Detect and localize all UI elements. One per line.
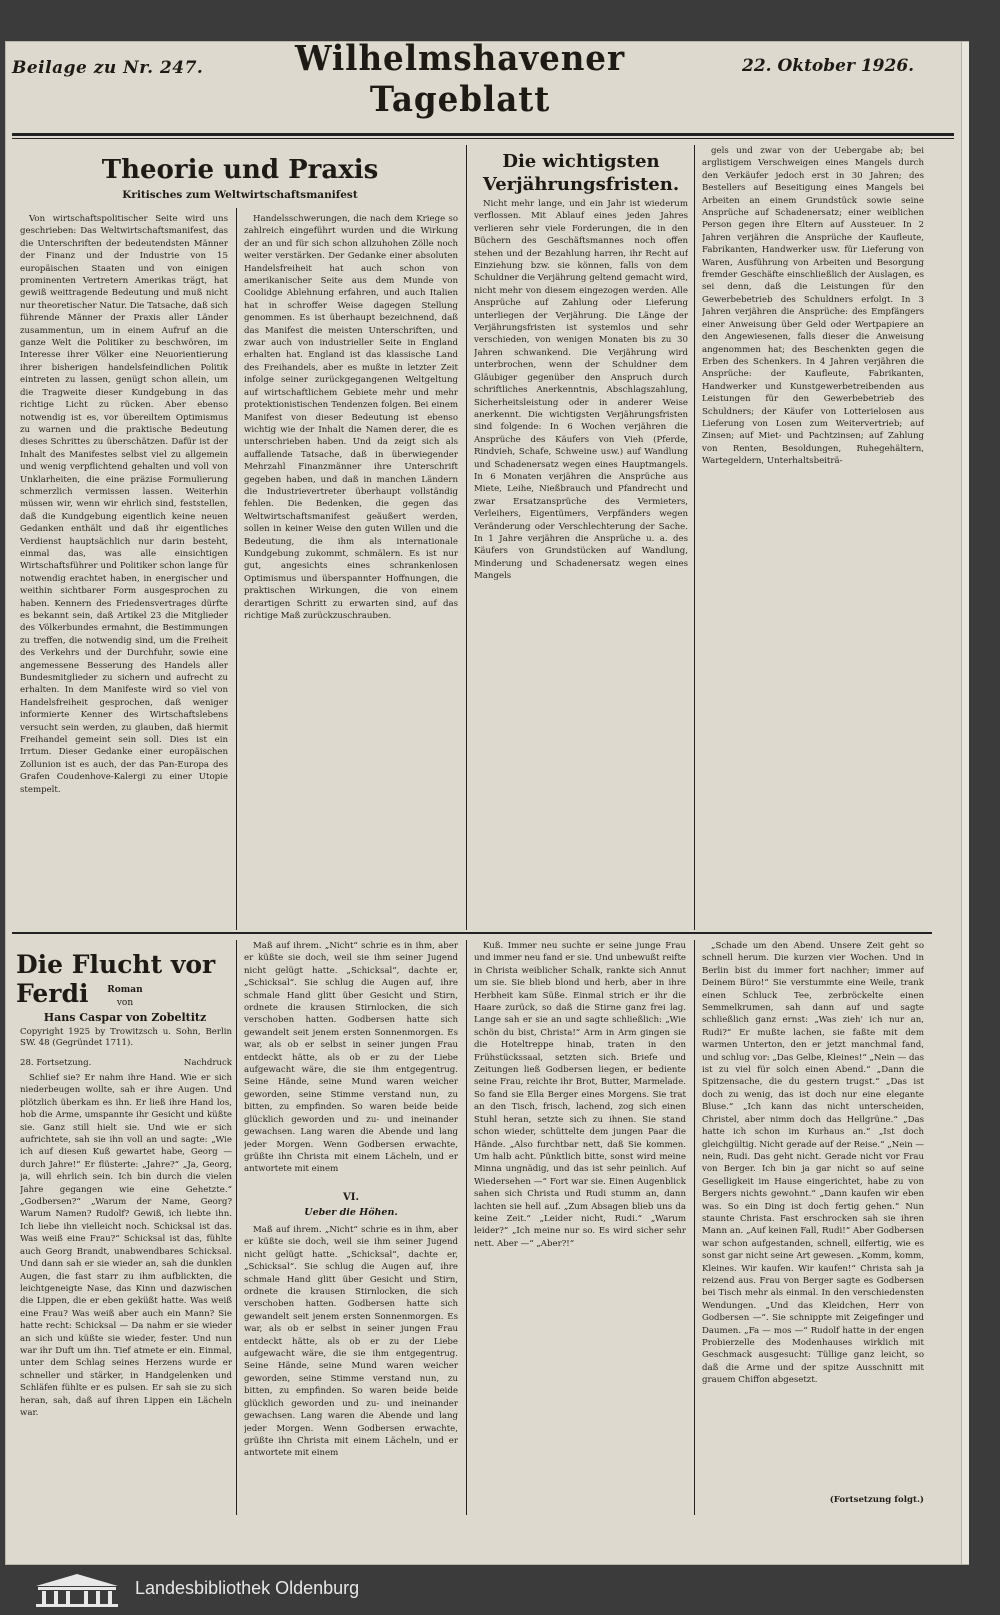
- theorie-column-2: Handelsschwerungen, die nach dem Kriege so zahlreich eingeführt wurden und die Wirkung der an und für sich schon allzuhohen Zölle noch weiter verstärken. Der Gedanke einer absoluten Handelsfreiheit hat auch schon von amerikanischer Seite aus dem Munde von Coolidge Ablehnung erfahren, und auch Italien hat in schroffer Weise dagegen Stellung genommen. Es ist überhaupt bezeichnend, daß das Manifest die meisten Unterschriften, und zwar auch von industrieller Seite in England erhalten hat. England ist das klassische Land des Freihandels, aber es mußte in letzter Zeit infolge seiner zurückgegangenen Weltgeltung auf wirtschaftlichem Gebiete mehr und mehr protektionistischen Tendenzen folgen. Bei einem Manifest von dieser Bedeutung ist ebenso wichtig wie der Inhalt die Namen derer, die es unterschrieben haben. Und da zeigt sich als auffallende Tatsache, daß in überwiegender Mehrzahl Finanzmänner ihre Unterschrift gegeben haben, und daß in manchen Ländern die Industrievertreter überhaupt vollständig fehlen. Die Bedenken, die gegen das Weltwirtschaftsmanifest geäußert werden, sollen in keiner Weise den guten Willen und die Bedeutung, die ihm als internationale Kundgebung zukommt, schmälern. Es ist nur gut, angesichts eines schrankenlosen Optimismus und überspannter Hoffnungen, die praktischen Wirkungen, die von einem derartigen Schritt zu erwarten sind, auf das richtige Maß zurückzuschrauben.: [244, 214, 458, 621]
- serial-column-2a: Maß auf ihrem. „Nicht“ schrie es in ihm, aber er küßte sie doch, weil sie ihm seiner Jugend nicht gelügt hatte. „Schicksal“, dachte er, „Schicksal“. Sie schlug die Augen auf, ihre schmale Hand glitt über Gesicht und Stirn, ordnete die krausen Stirnlocken, die sich verschoben hatten. Godbersen hatte sich gewandelt seit jenem ersten Sonnenmorgen. Es war, als ob er selbst in seiner jungen Frau entdeckt hätte, als ob er zu der Liebe aufgewacht wäre, die sie ihm entgegentrug. Seine Hände, seine Mund waren weicher geworden, seine Stimme verstand nun, zu bitten, zu empfinden. So waren beide beide glücklich geworden und zu- und ineinander gewachsen. Lang waren die Abende und lang jeder Morgen. Wenn Godbersen erwachte, grüßte ihn Christa mit einem Lächeln, und er antwortete mit einem: [244, 941, 458, 1175]
- library-building-icon: [32, 1572, 122, 1612]
- footer-institution: Landesbibliothek Oldenburg: [135, 1578, 360, 1598]
- serial-section-number: VI.: [343, 1192, 359, 1203]
- article-separator: [466, 145, 467, 930]
- serial-by: von: [116, 998, 134, 1008]
- verjaehrung-column-2: gels und zwar von der Uebergabe ab; bei arglistigem Verschweigen eines Mangels durch den Verkäufer jedoch erst in 30 Jahren; des Bestellers auf Beseitigung eines Mangels bei Arbeiten an einem Grundstück sowie seine Ansprüche auf Schadenersatz; einer weiblichen Person gegen ihre Eltern auf Aussteuer. In 2 Jahren verjähren die Ansprüche der Kaufleute, Fabrikanten, Handwerker usw. für Lieferung von Waren, Ausführung von Arbeiten und Besorgung fremder Geschäfte einschließlich der Auslagen, es sei denn, daß die Leistungen für den Gewerbebetrieb des Schuldners erfolgt. In 3 Jahren verjähren die Ansprüche: des Empfängers einer Anweisung über Geld oder Wertpapiere an den Angewiesenen, falls dieser die Anweisung angenommen hat; des Beschenkten gegen die Erben des Schenkers. In 4 Jahren verjähren die Ansprüche: der Kaufleute, Fabrikanten, Handwerker und Kunstgewerbetreibenden aus Leistungen für den Gewerbebetrieb des Schuldners; der Käufer von Lotterielosen aus Lieferung von Losen zum Weitervertrieb; auf Zinsen; auf Miet- und Pachtzinsen; auf Zahlung von Renten, Besoldungen, Ruhegehältern, Wartegeldern, Unterhaltsbeiträ-: [702, 146, 924, 467]
- theorie-subtitle: Kritisches zum Weltwirtschaftsmanifest: [122, 189, 358, 201]
- serial-author: Hans Caspar von Zobeltitz: [43, 1011, 207, 1024]
- serial-genre: Roman: [107, 985, 143, 995]
- serial-reprint-notice: Nachdruck: [183, 1058, 232, 1068]
- serial-column-2b: Maß auf ihrem. „Nicht“ schrie es in ihm, aber er küßte sie doch, weil sie ihm seiner Jugend nicht gelügt hatte. „Schicksal“, dachte er, „Schicksal“. Sie schlug die Augen auf, ihre schmale Hand glitt über Gesicht und Stirn, ordnete die krausen Stirnlocken, die sich verschoben hatten. Godbersen hatte sich gewandelt seit jenem ersten Sonnenmorgen. Es war, als ob er selbst in seiner jungen Frau entdeckt hätte, als ob er zu der Liebe aufgewacht wäre, die sie ihm entgegentrug. Seine Hände, seine Mund waren weicher geworden, seine Stimme verstand nun, zu bitten, zu empfinden. So waren beide beide glücklich geworden und zu- und ineinander gewachsen. Lang waren die Abende und lang jeder Morgen. Wenn Godbersen erwachte, grüßte ihn Christa mit einem Lächeln, und er antwortete mit einem: [244, 1225, 458, 1459]
- header-rule: [12, 133, 954, 136]
- serial-column-4: „Schade um den Abend. Unsere Zeit geht so schnell herum. Die kurzen vier Wochen. Und in Berlin bist du immer fort nachher; immer auf Deinem Büro!“ Sie verstummte eine Weile, trank einen Schluck Tee, zerbröckelte einen Semmelkrumen, sah dann auf und sagte schließlich ganz ernst: „Was zieh' ich nur an, Rudi?“ Er mußte lachen, sie faßte mit dem warmen Unterton, den er jetzt manchmal fand, und schlug vor: „Das Gelbe, Kleines!“ „Nein — das ist zu viel für solch einen Abend.“ „Dann die Spitzensache, die du gestern trugst.“ „Das ist doch zu wenig, das ist doch nur eine elegante Bluse.“ „Ich kann das nicht unterscheiden, Christel, aber nimm doch das Hellgrüne.“ „Das hatte ich schon im Kurhaus an.“ „Ist doch gleichgültig. Nicht gerade auf der Reise.“ „Nein — nein, Rudi. Das geht nicht. Gerade nicht vor Frau von Berger. Ich bin ja gar nicht so auf seine Geselligkeit im Hause eingerichtet, habe zu von Bergers nichts gewohnt.“ „Dann kaufen wir eben was. So ein Ding ist doch fertig gehen.“ Nun staunte Christa. Fast erschrocken sah sie ihren Mann an. „Auf keinen Fall, Rudi!“ Aber Godbersen war schon aufgestanden, schnell, eilfertig, wie es sonst gar nicht seine Art gewesen. „Komm, komm, Kleines. Wir kaufen. Wir kaufen!“ Christa sah ja reizend aus. Frau von Berger sagte es Godbersen bei Tisch mehr als einmal. In den verschiedensten Wendungen. „Und das Kleidchen, Herr von Godbersen —“. Sie schnippte mit Zeigefinger und Daumen. „Fa — mos —“ Rudolf hatte in der engen Probierzelle des Modenhauses wirklich mit Geschmack ausgesucht: Tüllige ganz leicht, so daß die Arme und der spitze Ausschnitt mit grauem Chiffon abgesetzt.: [702, 941, 924, 1386]
- serial-copyright: Copyright 1925 by Trowitzsch u. Sohn, Berlin SW. 48 (Gegründet 1711).: [20, 1027, 232, 1048]
- verjaehrung-title: Die wichtigsten Verjährungsfristen.: [482, 151, 680, 195]
- serial-section-title: Ueber die Höhen.: [304, 1207, 398, 1218]
- serial-continued: (Fortsetzung folgt.): [829, 1495, 924, 1505]
- serial-rule-3: [694, 940, 695, 1515]
- issue-date: 22. Oktober 1926.: [742, 56, 915, 76]
- serial-column-3: Kuß. Immer neu suchte er seine junge Frau und immer neu fand er sie. Und unbewußt reifte in Christa weiblicher Schalk, rankte sich Annut um sie. Sie blieb blond und herb, aber in ihre Herbheit kam Süße. Einmal strich er ihr die Haare zurück, so daß die Stirne ganz frei lag. Lange sah er sie an und sagte schließlich: „Wie schön du bist, Christa!“ Arm in Arm gingen sie die Hoteltreppe hinab, traten in den Frühstückssaal, setzten sich. Briefe und Zeitungen ließ Godbersen liegen, er bediente seine Frau, reichte ihr Brot, Butter, Marmelade. So fand sie Ella Berger eines Morgens. Sie trat an den Tisch, frisch, lachend, zog sich einen Stuhl heran, setzte sich zu ihnen. Sie stand schon wieder, schüttelte dem jungen Paar die Hände. „Also furchtbar nett, daß Sie kommen. Um halb acht. Pünktlich bitte, sonst wird meine Minna ungnädig, und das ist sehr peinlich. Auf Wiedersehen —“ Fort war sie. Einen Augenblick sahen sich Christa und Rudi stumm an, dann lachten sie hell auf. „Zum Absagen blieb uns da keine Zeit.“ „Leider nicht, Rudi.“ „Warum leider?“ „Ich meine nur so. Es wird sicher sehr nett. Aber —“ „Aber?!“: [474, 941, 686, 1249]
- header-rule-thin: [12, 138, 954, 139]
- theorie-title: Theorie und Praxis: [101, 155, 379, 185]
- theorie-column-rule: [236, 208, 237, 930]
- serial-installment: 28. Fortsetzung.: [20, 1058, 92, 1068]
- serial-rule: [12, 932, 932, 934]
- serial-rule-1: [236, 940, 237, 1515]
- verjaehrung-column-rule: [694, 145, 695, 930]
- verjaehrung-column-1: Nicht mehr lange, und ein Jahr ist wiederum verflossen. Mit Ablauf eines jeden Jahres verlieren sehr viele Forderungen, die in den Büchern des Geschäftsmannes noch offen stehen und der Bezahlung harren, ihr Recht auf Einziehung bzw. sie können, falls von dem Schuldner die Verjährung geltend gemacht wird, nicht mehr von diesem eingezogen werden. Alle Ansprüche auf Zahlung oder Lieferung unterliegen der Verjährung. Die Länge der Verjährungsfristen ist systemlos und sehr verschieden, von wenigen Monaten bis zu 30 Jahren schwankend. Die Verjährung wird unterbrochen, wenn der Schuldner dem Gläubiger gegenüber den Anspruch durch schriftliches Anerkenntnis, Abschlagszahlung, Sicherheitsleistung oder in anderer Weise anerkennt. Die wichtigsten Verjährungsfristen sind folgende: In 6 Wochen verjähren die Ansprüche des Käufers von Vieh (Pferde, Rindvieh, Schafe, Schweine usw.) auf Wandlung und Schadenersatz wegen eines Hauptmangels. In 6 Monaten verjähren die Ansprüche aus Miete, Leihe, Nießbrauch und Pfandrecht und zwar Ersatzansprüche des Vermieters, Verleihers, Eigentümers, Verpfänders wegen Veränderung oder Verschlechterung der Sache. In 1 Jahre verjähren die Ansprüche u. a. des Käufers von Grundstücken auf Wandlung, Minderung und Schadenersatz wegen eines Mangels: [474, 199, 688, 582]
- theorie-column-1: Von wirtschaftspolitischer Seite wird uns geschrieben: Das Weltwirtschaftsmanifest, das die Unterschriften der bedeutendsten Männer der Finanz und der Industrie von 15 europäischen Staaten und von einigen prominenten Vertretern Amerikas trägt, hat gewiß weittragende Bedeutung und muß nicht nur theoretischer Natur. Die Tatsache, daß sich führende Männer der Praxis aller Länder zusammentun, um in einem Aufruf an die ganze Welt die Politiker zu beschwören, im Interesse ihrer Völker eine Neuorientierung ihrer bisherigen handelsfeindlichen Politik eintreten zu lassen, genügt schon allein, um die Tragweite dieser Kundgebung in das richtige Licht zu rücken. Aber ebenso notwendig ist es, vor übereiltem Optimismus zu warnen und die praktische Bedeutung dieses Schrittes zu überschätzen. Dafür ist der Inhalt des Manifestes selbst viel zu allgemein und wenig verpflichtend gehalten und voll von Unklarheiten, die eine präzise Formulierung schmerzlich vermissen lassen. Weiterhin müssen wir, wenn wir ehrlich sind, feststellen, daß die Kundgebung eigentlich keine neuen Gedanken enthält und daß ihr eigentliches Verdienst hauptsächlich nur darin besteht, einmal das, was alle einsichtigen Wirtschaftsführer und Politiker schon lange für notwendig erachtet haben, in energischer und weithin sichtbarer Form ausgesprochen zu haben. Kennern des Friedensvertrages dürfte es bekannt sein, daß Artikel 23 die Mitglieder des Völkerbundes ermahnt, die Bestimmungen zu treffen, die notwendig sind, um die Freiheit des Verkehrs und der Durchfuhr, sowie eine angemessene Besserung des Handels aller Bundesmitglieder zu sichern und aufrecht zu erhalten. In dem Manifeste wird so viel von Handelsfreiheit gesprochen, daß weniger informierte Kenner des Wirtschaftslebens versucht sein werden, zu glauben, daß hiermit Freihandel gemeint sein soll. Dies ist ein Irrtum. Dieser Gedanke einer europäischen Zollunion ist es auch, der das Pan-Europa des Grafen Coudenhove-Kalergi zu einer Utopie stempelt.: [20, 214, 228, 795]
- serial-rule-2: [466, 940, 467, 1515]
- serial-title: Die Flucht vor Ferdi: [16, 950, 216, 1008]
- supplement-number: Beilage zu Nr. 247.: [12, 58, 204, 78]
- masthead: Wilhelmshavener Tageblatt: [294, 38, 626, 120]
- serial-column-1: Schlief sie? Er nahm ihre Hand. Wie er sich niederbeugen wollte, sah er ihre Augen. Und plötzlich überkam es ihn. Er ließ ihre Hand los, hob die Arme, umspannte ihr Gesicht und küßte sie. Ganz still hielt sie. Und wie er sich aufrichtete, sah sie ihn voll an und sagte: „Wie ich auf diesen Kuß gewartet habe, Georg — durch Jahre!“ Er flüsterte: „Jahre?“ „Ja, Georg, ja, will ehrlich sein. Ich bin durch die vielen Jahre gegangen wie eine Gehetzte.“ „Godbersen?“ „Warum der Name, Georg? Warum Namen? Rudolf? Gewiß, ich liebte ihn. Ich liebe ihn vielleicht noch. Schicksal ist das. Was weiß eine Frau?“ Schicksal ist das, fühlte auch Georg Brandt, unabwendbares Schicksal. Und dann sah er sie wieder an, sah die dunklen Augen, die fast starr zu ihm aufblickten, die leichtgeneigte Nase, das Kinn und dazwischen die Lippen, die er eben geküßt hatte. Was weiß eine Frau? Was weiß aber auch ein Mann? Sie hatte recht: Schicksal — Da nahm er sie wieder an sich und küßte sie wieder, fester. Und nun war ihr Duft um ihn. Tief atmete er ein. Einmal, unter dem Schlag seines Herzens wurde er schneller und stärker, in Handgelenken und Schläfen fühlte er es pulsen. Er sah sie zu sich heran, sah, daß auf ihren Lippen ein Lächeln war.: [20, 1073, 232, 1418]
- page-edge: [961, 42, 969, 1564]
